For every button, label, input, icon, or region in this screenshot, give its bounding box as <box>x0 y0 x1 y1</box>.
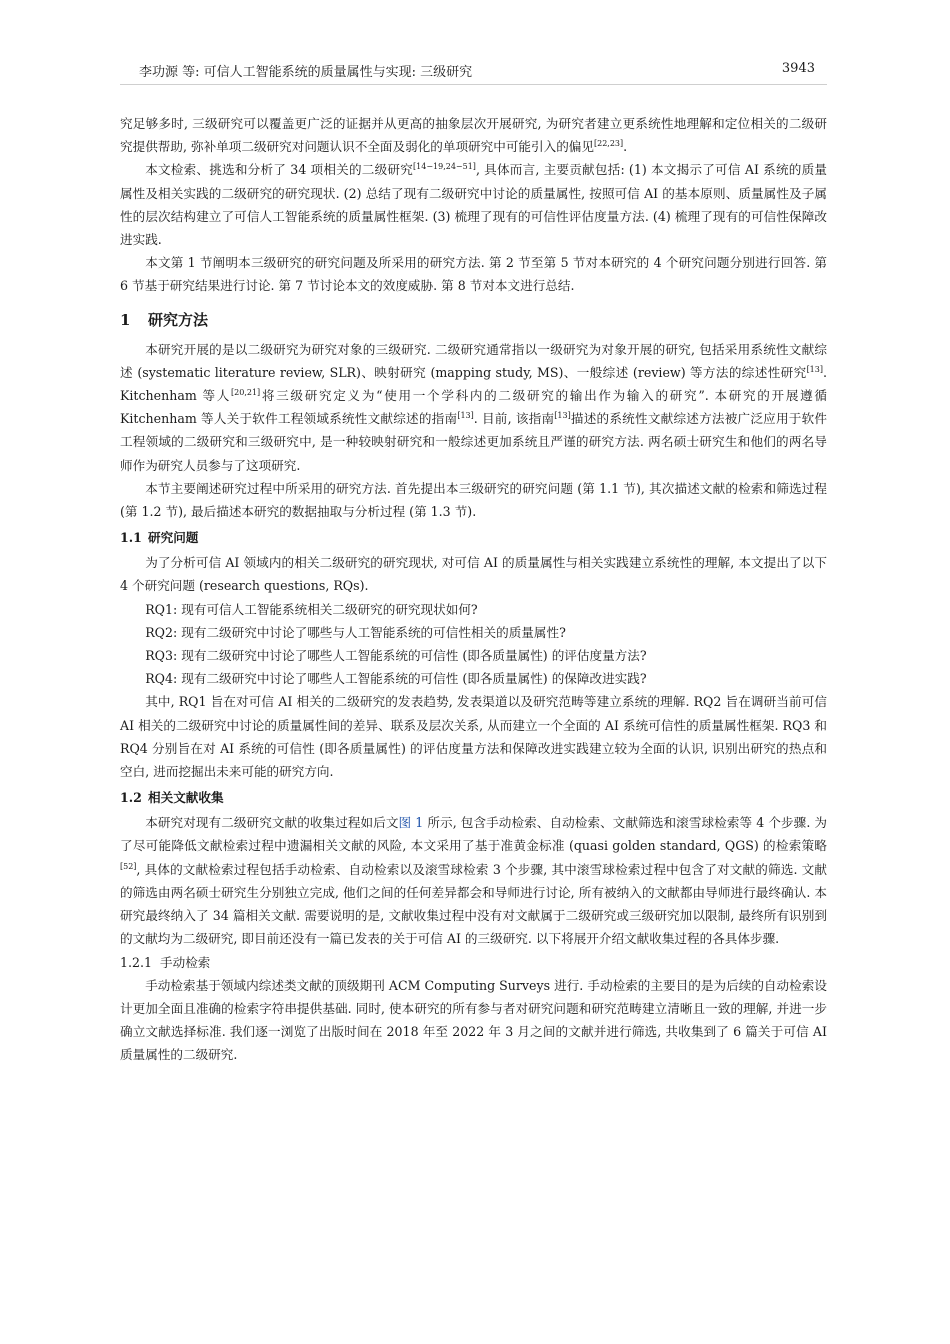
header-title: 李功源 等: 可信人工智能系统的质量属性与实现: 三级研究 <box>139 65 473 80</box>
citation: [14−19,24−51] <box>413 162 476 172</box>
paragraph-structure: 本文第 1 节阐明本三级研究的研究问题及所采用的研究方法. 第 2 节至第 5 节对本研究的 4 个研究问题分别进行回答. 第 6 节基于研究结果进行讨论. 第 7 节讨论本文的效度威胁. 第 8 节对本文进行总结. <box>120 255 827 294</box>
subsubsection-heading: 1.2.1 手动检索 <box>120 954 211 970</box>
paragraph-continuation: 究足够多时, 三级研究可以覆盖更广泛的证据并从更高的抽象层次开展研究, 为研究者建立更系统性地理解和定位相关的二级研究提供帮助, 弥补单项二级研究对问题认识不全面及弱化的单项研究中可能引入的偏见[22,23]. <box>120 116 827 155</box>
citation: [22,23] <box>593 139 624 149</box>
research-question: RQ3: 现有二级研究中讨论了哪些人工智能系统的可信性 (即各质量属性) 的评估度量方法? <box>145 648 647 664</box>
research-question: RQ2: 现有二级研究中讨论了哪些与人工智能系统的可信性相关的质量属性? <box>145 624 566 640</box>
body-text <box>120 112 827 1066</box>
paragraph-literature-collection: 本研究对现有二级研究文献的收集过程如后文图 1 所示, 包含手动检索、自动检索、文献筛选和滚雪球检索等 4 个步骤. 为了尽可能降低文献检索过程中遗漏相关文献的风险, 本文采用了基于准黄金标准 (quasi golden standard, QGS) 的检索策略[52], 具体的文献检索过程包括手动检索、自动检索以及滚雪球检索 3 个步骤, 其中滚雪球检索过程中包含了对文献的筛选. 文献的筛选由两名硕士研究生分别独立完成, 他们之间的任何差异都会和导师进行讨论, 所有被纳入的文献都由导师进行最终确认. 本研究最终纳入了 34 篇相关文献. 需要说明的是, 文献收集过程中没有对文献属于二级研究或三级研究加以限制, 最终所有识别到的文献均为二级研究, 即目前还没有一篇已发表的关于可信 AI 的三级研究. 以下将展开介绍文献收集过程的各具体步骤. <box>120 815 827 947</box>
citation: [13] <box>457 411 474 421</box>
citation: [20,21] <box>231 388 261 398</box>
page-number: 3943 <box>781 61 815 76</box>
paragraph-method-overview: 本节主要阐述研究过程中所采用的研究方法. 首先提出本三级研究的研究问题 (第 1.1 节), 其次描述文献的检索和筛选过程 (第 1.2 节), 最后描述本研究的数据抽取与分析过程 (第 1.3 节). <box>120 480 827 520</box>
subsection-heading: 1.2 相关文献收集 <box>120 790 224 806</box>
paragraph-contributions: 本文检索、挑选和分析了 34 项相关的二级研究[14−19,24−51], 具体而言, 主要贡献包括: (1) 本文揭示了可信 AI 系统的质量属性及相关实践的二级研究的研究现状. (2) 总结了现有二级研究中讨论的质量属性, 按照可信 AI 的基本原则、质量属性及子属性的层次结构建立了可信人工智能系统的质量属性框架. (3) 梳理了现有的可信性评估度量方法. (4) 梳理了现有的可信性保障改进实践. <box>120 162 827 248</box>
research-question: RQ4: 现有二级研究中讨论了哪些人工智能系统的可信性 (即各质量属性) 的保障改进实践? <box>145 671 647 687</box>
paragraph-manual-search: 手动检索基于领域内综述类文献的顶级期刊 ACM Computing Surveys 进行. 手动检索的主要目的是为后续的自动检索设计更加全面且准确的检索字符串提供基础. 同时, 使本研究的所有参与者对研究问题和研究范畴建立清晰且一致的理解, 并进一步确立文献选择标准. 我们逐一浏览了出版时间在 2018 年至 2022 年 3 月之间的文献并进行筛选, 共收集到了 6 篇关于可信 AI 质量属性的二级研究. <box>120 977 827 1063</box>
citation: [13] <box>554 411 571 421</box>
subsection-heading: 1.1 研究问题 <box>120 530 199 546</box>
paragraph-tertiary-study: 本研究开展的是以二级研究为研究对象的三级研究. 二级研究通常指以一级研究为对象开展的研究, 包括采用系统性文献综述 (systematic literature review, SLR)、映射研究 (mapping study, MS)、一般综述 (review) 等方法的综述性研究[13]. Kitchenham 等人[20,21]将三级研究定义为“使用一个学科内的二级研究的输出作为输入的研究”. 本研究的开展遵循 Kitchenham 等人关于软件工程领域系统性文献综述的指南[13]. 目前, 该指南[13]描述的系统性文献综述方法被广泛应用于软件工程领域的二级研究和三级研究中, 是一种较映射研究和一般综述更加系统且严谨的研究方法. 两名硕士研究生和他们的两名导师作为研究人员参与了这项研究. <box>120 341 828 473</box>
citation: [52] <box>120 861 137 871</box>
figure-link[interactable]: 图 1 <box>398 815 424 831</box>
paragraph-rq-intro: 为了分析可信 AI 领域内的相关二级研究的研究现状, 对可信 AI 的质量属性与相关实践建立系统性的理解, 本文提出了以下 4 个研究问题 (research questions, RQs). <box>120 555 827 594</box>
running-header <box>139 58 815 80</box>
section-heading: 1 研究方法 <box>120 310 209 329</box>
paragraph-rq-explanation: 其中, RQ1 旨在对可信 AI 相关的二级研究的发表趋势, 发表渠道以及研究范畴等建立系统的理解. RQ2 旨在调研当前可信 AI 相关的二级研究中讨论的质量属性间的差异、联系及层次关系, 从而建立一个全面的 AI 系统可信性的质量属性框架. RQ3 和 RQ4 分别旨在对 AI 系统的可信性 (即各质量属性) 的评估度量方法和保障改进实践建立较为全面的认识, 识别出研究的热点和空白, 进而挖掘出未来可能的研究方向. <box>120 694 827 780</box>
header-rule <box>120 84 827 85</box>
citation: [13] <box>806 364 823 374</box>
research-question: RQ1: 现有可信人工智能系统相关二级研究的研究现状如何? <box>145 601 478 617</box>
